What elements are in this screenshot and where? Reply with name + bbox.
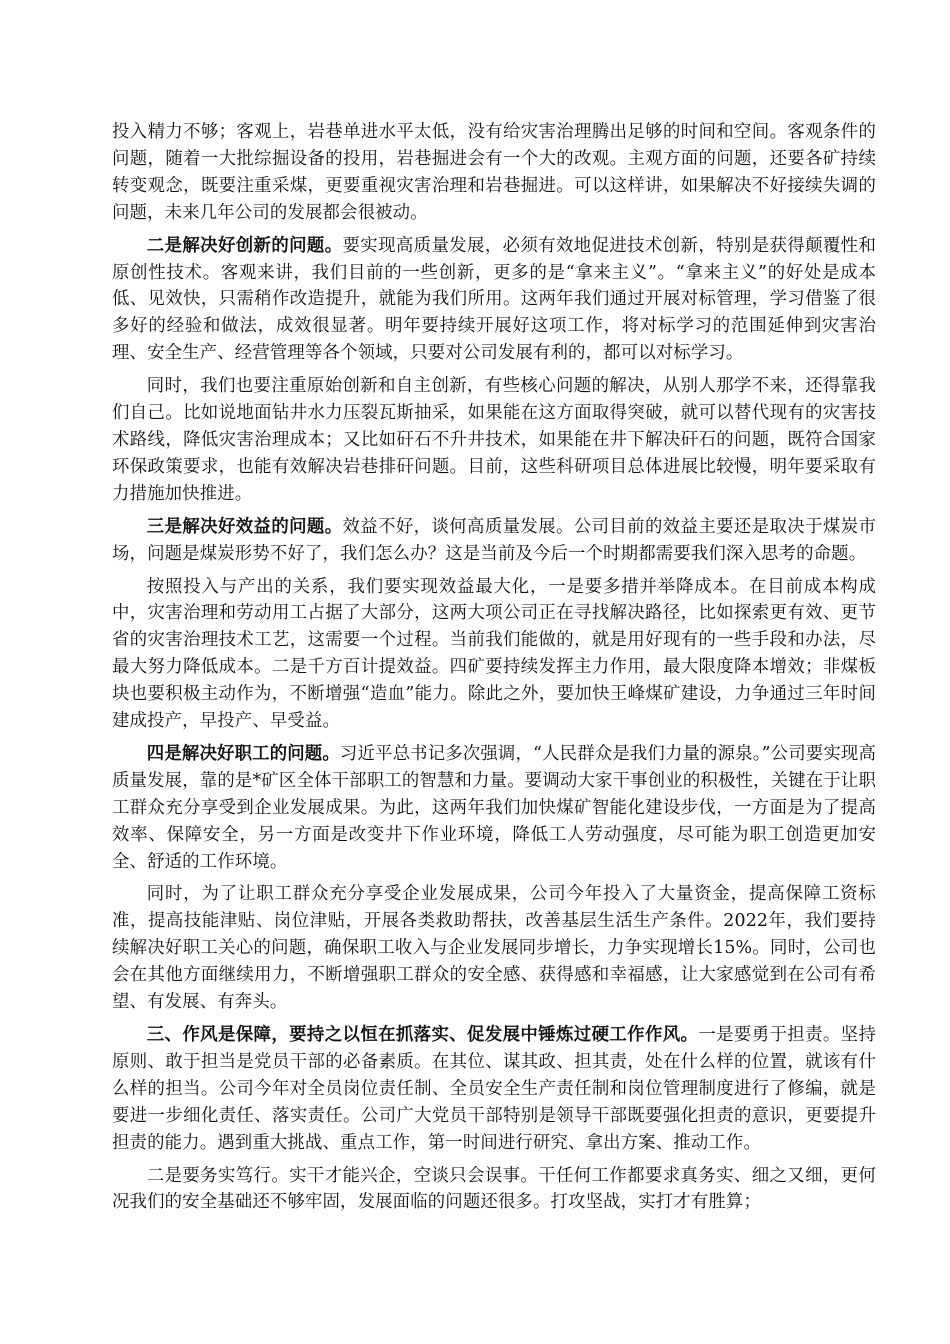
paragraph-7: [112, 881, 876, 1016]
paragraph-1-text: 投入精力不够；客观上，岩巷单进水平太低，没有给灾害治理腾出足够的时间和空间。客观条件的问题，随着一大批综掘设备的投用，岩巷掘进会有一个大的改观。主观方面的问题，还要各矿持续转变观念，既要注重采煤，更要重视灾害治理和岩巷掘进。可以这样讲，如果解决不好接续失调的问题，未来几年公司的发展都会很被动。: [112, 122, 876, 223]
paragraph-2: [112, 233, 876, 368]
paragraph-8: [112, 1022, 876, 1157]
paragraph-4: [112, 514, 876, 568]
paragraph-2-lead: 二是解决好创新的问题。: [146, 235, 343, 256]
paragraph-9-text: 二是要务实笃行。实干才能兴企，空谈只会误事。干任何工作都要求真务实、细之又细，更何况我们的安全基础还不够牢固，发展面临的问题还很多。打攻坚战，实打才有胜算；: [112, 1165, 876, 1213]
paragraph-5-text: 按照投入与产出的关系，我们要实现效益最大化，一是要多措并举降成本。在目前成本构成中，灾害治理和劳动用工占据了大部分，这两大项公司正在寻找解决路径，比如探索更有效、更节省的灾害治理技术工艺，这需要一个过程。当前我们能做的，就是用好现有的一些手段和办法，尽最大努力降低成本。二是千方百计提效益。四矿要持续发挥主力作用，最大限度降本增效；非煤板块也要积极主动作为，不断增强“造血”能力。除此之外，要加快王峰煤矿建设，力争通过三年时间建成投产，早投产、早受益。: [112, 576, 876, 732]
paragraph-7-text: 同时，为了让职工群众充分享受企业发展成果，公司今年投入了大量资金，提高保障工资标准，提高技能津贴、岗位津贴，开展各类救助帮扶，改善基层生活生产条件。2022年，我们要持续解决好职工关心的问题，确保职工收入与企业发展同步增长，力争实现增长15%。同时，公司也会在其他方面继续用力，不断增强职工群众的安全感、获得感和幸福感，让大家感觉到在公司有希望、有发展、有奔头。: [112, 884, 876, 1013]
paragraph-4-text: 效益不好，谈何高质量发展。公司目前的效益主要还是取决于煤炭市场，问题是煤炭形势不好了，我们怎么办？这是当前及今后一个时期都需要我们深入思考的命题。: [112, 516, 876, 564]
paragraph-6: [112, 741, 876, 876]
paragraph-3-text: 同时，我们也要注重原始创新和自主创新，有些核心问题的解决，从别人那学不来，还得靠我们自己。比如说地面钻井水力压裂瓦斯抽采，如果能在这方面取得突破，就可以替代现有的灾害技术路线，降低灾害治理成本；又比如矸石不升井技术，如果能在井下解决矸石的问题，既符合国家环保政策要求，也能有效解决岩巷排矸问题。目前，这些科研项目总体进展比较慢，明年要采取有力措施加快推进。: [112, 376, 876, 504]
paragraph-4-lead: 三是解决好效益的问题。: [146, 516, 343, 537]
paragraph-5: [112, 574, 876, 735]
paragraph-2-text: 要实现高质量发展，必须有效地促进技术创新，特别是获得颠覆性和原创性技术。客观来讲，我们目前的一些创新，更多的是“拿来主义”。“拿来主义”的好处是成本低、见效快，只需稍作改造提升，就能为我们所用。这两年我们通过开展对标管理，学习借鉴了很多好的经验和做法，成效很显著。明年要持续开展好这项工作，将对标学习的范围延伸到灾害治理、安全生产、经营管理等各个领域，只要对公司发展有利的，都可以对标学习。: [112, 235, 876, 364]
paragraph-9: [112, 1163, 876, 1217]
paragraph-8-lead: 三、作风是保障，要持之以恒在抓落实、促发展中锤炼过硬工作作风。: [146, 1025, 699, 1045]
paragraph-3: [112, 373, 876, 508]
paragraph-1: [112, 119, 876, 227]
paragraph-6-lead: 四是解决好职工的问题。: [146, 743, 340, 764]
paragraph-8-text: 一是要勇于担责。坚持原则、敢于担当是党员干部的必备素质。在其位、谋其政、担其责，处在什么样的位置，就该有什么样的担当。公司今年对全员岗位责任制、全员安全生产责任制和岗位管理制度进行了修编，就是要进一步细化责任、落实责任。公司广大党员干部特别是领导干部既要强化担责的意识，更要提升担责的能力。遇到重大挑战、重点工作，第一时间进行研究、拿出方案、推动工作。: [112, 1025, 876, 1153]
paragraph-6-text: 习近平总书记多次强调，“人民群众是我们力量的源泉。”公司要实现高质量发展，靠的是*矿区全体干部职工的智慧和力量。要调动大家干事创业的积极性，关键在于让职工群众充分享受到企业发展成果。为此，这两年我们加快煤矿智能化建设步伐，一方面是为了提高效率、保障安全，另一方面是改变井下作业环境，降低工人劳动强度，尽可能为职工创造更加安全、舒适的工作环境。: [112, 743, 876, 872]
document-page: [112, 119, 876, 1222]
